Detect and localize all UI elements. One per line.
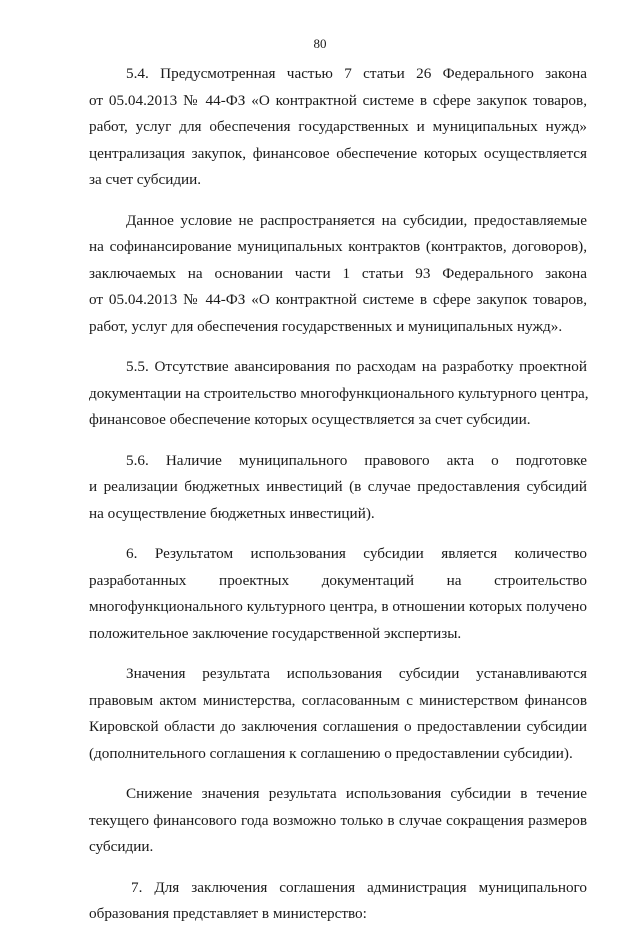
text-line: субсидии. [89,838,154,855]
text-line: заключаемых на основании части 1 статьи 93 Федерального закона [89,264,587,282]
text-line: работ, услуг для обеспечения государственных и муниципальных нужд» [89,118,587,135]
paragraph-reduction [89,781,587,861]
paragraph-condition [89,208,587,341]
text-line: 5.6. Наличие муниципального правового акта о подготовке [126,451,587,469]
text-line: от 05.04.2013 № 44-ФЗ «О контрактной системе в сфере закупок товаров, [89,291,587,308]
text-line: на осуществление бюджетных инвестиций). [89,504,375,522]
text-line: и реализации бюджетных инвестиций (в случае предоставления субсидий [89,478,587,495]
text-line: образования представляет в министерство: [89,905,367,922]
page-number: 80 [313,36,327,51]
text-line: финансовое обеспечение которых осуществляется за счет субсидии. [89,411,531,428]
text-line: 7. Для заключения соглашения администрация муниципального [131,878,587,896]
text-line: Данное условие не распространяется на субсидии, предоставляемые [126,211,587,229]
text-line: Снижение значения результата использования субсидии в течение [126,785,587,802]
paragraph-6 [89,541,587,647]
text-line: 5.4. Предусмотренная частью 7 статьи 26 Федерального закона [126,65,587,82]
text-line: разработанных проектных документаций на строительство [89,571,587,589]
document-body [89,61,587,942]
text-line: многофункционального культурного центра, в отношении которых получено [89,598,587,615]
text-line: 6. Результатом использования субсидии является количество [126,545,587,562]
text-line: Значения результата использования субсидии устанавливаются [126,665,587,682]
text-line: документации на строительство многофункционального культурного центра, [89,384,589,402]
text-line: за счет субсидии. [89,171,202,188]
paragraph-result-values [89,661,587,767]
text-line: положительное заключение государственной экспертизы. [89,624,462,642]
text-line: от 05.04.2013 № 44-ФЗ «О контрактной системе в сфере закупок товаров, [89,91,587,109]
text-line: на софинансирование муниципальных контрактов (контрактов, договоров), [89,238,587,255]
paragraph-5-6 [89,448,587,528]
text-line: Кировской области до заключения соглашения о предоставлении субсидии [89,718,587,735]
paragraph-5-5 [89,354,587,434]
text-line: текущего финансового года возможно только в случае сокращения размеров [89,811,587,829]
text-line: (дополнительного соглашения к соглашению о предоставлении субсидии). [89,744,573,762]
paragraph-5-4 [89,61,587,194]
text-line: 5.5. Отсутствие авансирования по расходам на разработку проектной [126,358,587,375]
text-line: правовым актом министерства, согласованным с министерством финансов [89,691,587,709]
text-line: централизация закупок, финансовое обеспечение которых осуществляется [89,144,587,162]
text-line: работ, услуг для обеспечения государственных и муниципальных нужд». [89,317,563,335]
paragraph-7 [89,875,587,928]
